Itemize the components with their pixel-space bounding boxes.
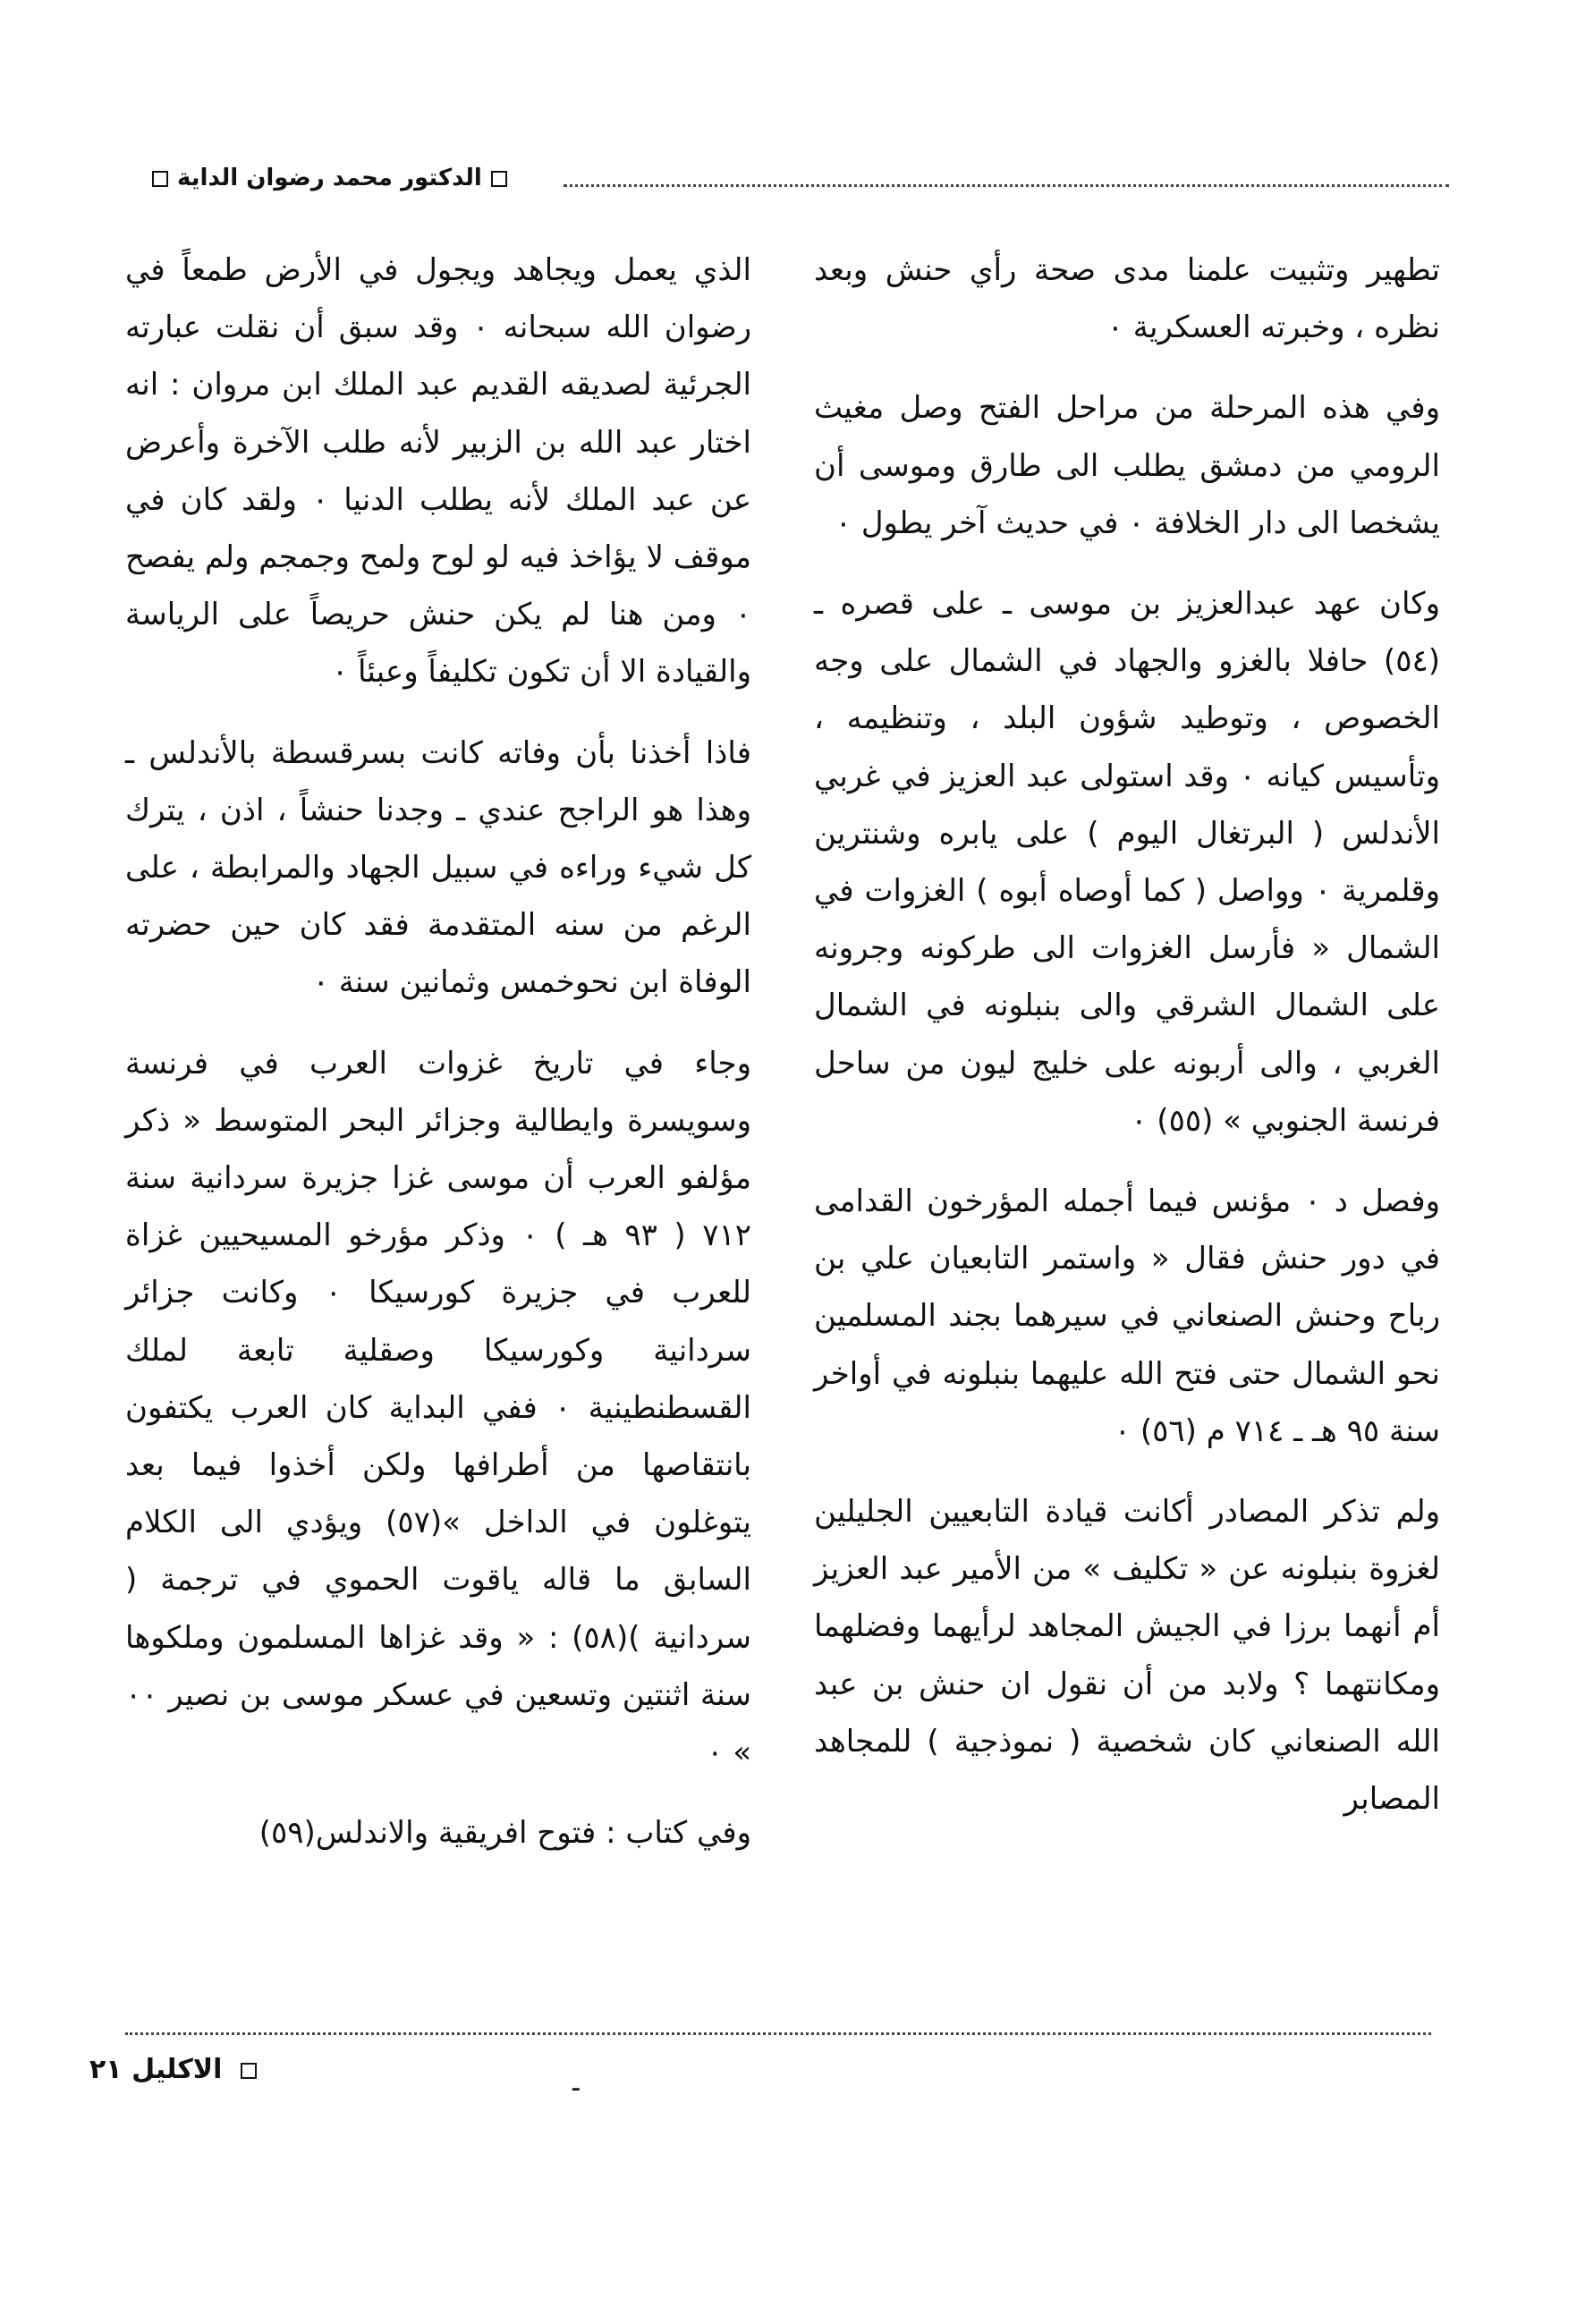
header-dotted-rule [564, 184, 1449, 187]
paragraph: وفي كتاب : فتوح افريقية والاندلس(٥٩) [259, 1815, 751, 1852]
square-bullet-icon [152, 171, 168, 187]
paragraph: وفصل د ٠ مؤنس فيما أجمله المؤرخون القدامى في دور حنش فقال « واستمر التابعيان علي بن رباح وحنش الصنعاني في سيرهما بجند المسلمين نحو الشمال حتى فتح الله عليهما بنبلونه في أواخر سنة ٩٥ هـ ـ ٧١٤ م (٥٦) ٠ [814, 1183, 1440, 1449]
paragraph: الذي يعمل ويجاهد ويجول في الأرض طمعاً في رضوان الله سبحانه ٠ وقد سبق أن نقلت عبارته الجرئية لصديقه القديم عبد الملك ابن مروان : انه اختار عبد الله بن الزبير لأنه طلب الآخرة وأعرض عن عبد الملك لأنه يطلب الدنيا ٠ ولقد كان في موقف لا يؤاخذ فيه لو لوح ولمح وجمجم ولم يفصح ٠ ومن هنا لم يكن حنش حريصاً على الرياسة والقيادة الا أن تكون تكليفاً وعبئاً ٠ [125, 252, 751, 691]
running-header [143, 165, 516, 191]
page-footer [89, 2054, 266, 2085]
paragraph: وكان عهد عبدالعزيز بن موسى ـ على قصره ـ (٥٤) حافلا بالغزو والجهاد في الشمال على وجه الخصوص ، وتوطيد شؤون البلد ، وتنظيمه ، وتأسيس كيانه ٠ وقد استولى عبد العزيز في غربي الأندلس ( البرتغال اليوم ) على يابره وشنترين وقلمرية ٠ وواصل ( كما أوصاه أبوه ) الغزوات في الشمال « فأرسل الغزوات الى طركونه وجرونه على الشمال الشرقي والى بنبلونه في الشمال الغربي ، والى أربونه على خليج ليون من ساحل فرنسة الجنوبي » (٥٥) ٠ [814, 586, 1441, 1139]
header-author-name: الدكتور محمد رضوان الداية [177, 165, 482, 191]
footer-mark: ـ [572, 2074, 580, 2096]
footer-dotted-rule [125, 2032, 1431, 2035]
paragraph: تطهير وتثبيت علمنا مدى صحة رأي حنش وبعد نظره ، وخبرته العسكرية ٠ [814, 252, 1440, 346]
page-number: ٢١ [89, 2054, 123, 2085]
right-column [814, 242, 1440, 1851]
paragraph: ولم تذكر المصادر أكانت قيادة التابعيين الجليلين لغزوة بنبلونه عن « تكليف » من الأمير عبد العزيز أم أنهما برزا في الجيش المجاهد لرأيهما وفضلهما ومكانتهما ؟ ولابد من أن نقول ان حنش بن عبد الله الصنعاني كان شخصية ( نموذجية ) للمجاهد المصابر [814, 1494, 1440, 1818]
paragraph: فاذا أخذنا بأن وفاته كانت بسرقسطة بالأندلس ـ وهذا هو الراجح عندي ـ وجدنا حنشاً ، اذن ، يترك كل شيء وراءه في سبيل الجهاد والمرابطة ، على الرغم من سنه المتقدمة فقد كان حين حضرته الوفاة ابن نحوخمس وثمانين سنة ٠ [125, 734, 751, 1001]
square-bullet-icon [491, 171, 507, 187]
page-header [143, 161, 1449, 215]
paragraph: وجاء في تاريخ غزوات العرب في فرنسة وسويسرة وايطالية وجزائر البحر المتوسط « ذكر مؤلفو العرب أن موسى غزا جزيرة سردانية سنة ٧١٢ ( ٩٣ هـ ) ٠ وذكر مؤرخو المسيحيين غزاة للعرب في جزيرة كورسيكا ٠ وكانت جزائر سردانية وكورسيكا وصقلية تابعة لملك القسطنطينية ٠ ففي البداية كان العرب يكتفون بانتقاصها من أطرافها ولكن أخذوا فيما بعد يتوغلون في الداخل »(٥٧) ويؤدي الى الكلام السابق ما قاله ياقوت الحموي في ترجمة ( سردانية )(٥٨) : « وقد غزاها المسلمون وملكوها سنة اثنتين وتسعين في عسكر موسى بن نصير ٠٠ » ٠ [125, 1045, 751, 1771]
left-column [125, 242, 751, 1885]
paragraph: وفي هذه المرحلة من مراحل الفتح وصل مغيث الرومي من دمشق يطلب الى طارق وموسى أن يشخصا الى دار الخلافة ٠ في حديث آخر يطول ٠ [814, 390, 1440, 541]
square-bullet-icon [241, 2063, 257, 2079]
journal-name: الاكليل [131, 2054, 223, 2085]
